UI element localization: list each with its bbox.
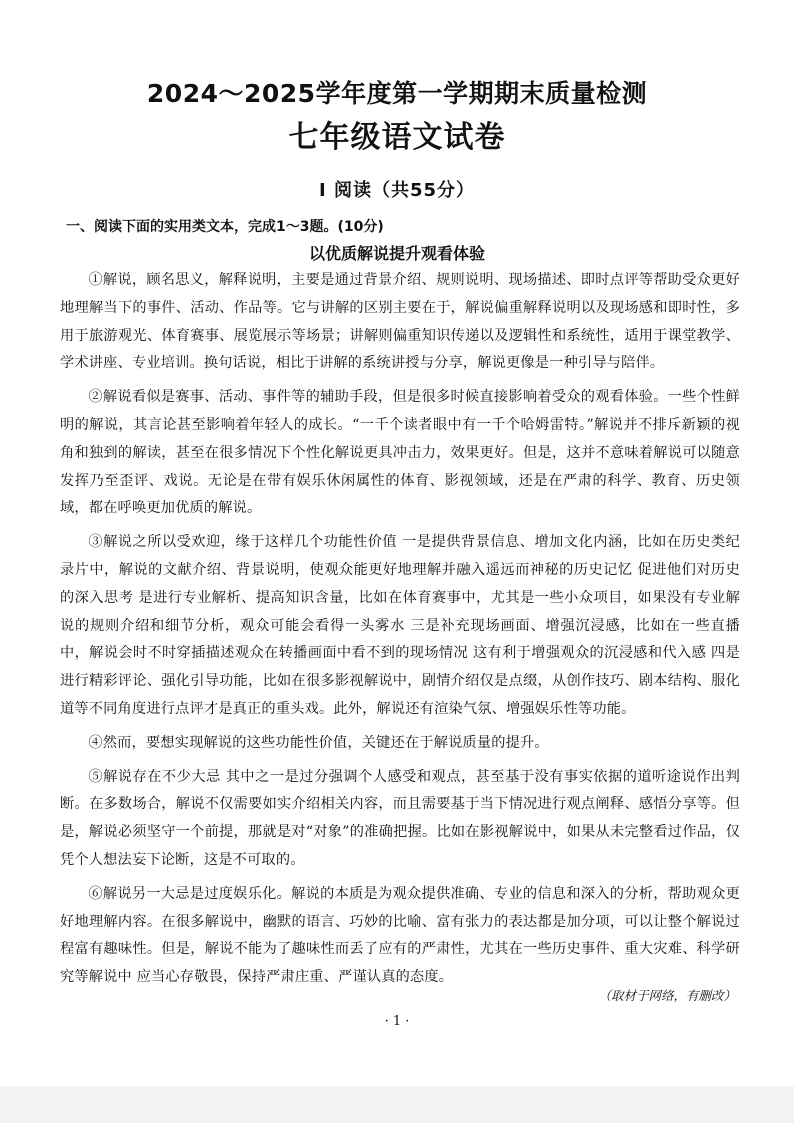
paragraph-4: ④然而，要想实现解说的这些功能性价值，关键还在于解说质量的提升。 <box>88 734 549 751</box>
paragraph-6: ⑥解说另一大忌是过度娱乐化。解说的本质是为观众提供准确、专业的信息和深入的分析，帮助观众更好地理解内容。在很多解说中，幽默的语言、巧妙的比喻、富有张力的表达都是加分项，可以让整个解说过程富有趣味性。但是，解说不能为了趣味性而丢了应有的严肃性，尤其在一些历史事件、重大灾难、科学研究等解说中 应当心存敬畏，保持严肃庄重、严谨认真的态度。 <box>60 885 740 986</box>
section-heading: Ⅰ 阅读（共55分） <box>318 180 475 201</box>
paragraph-5: ⑤解说存在不少大忌 其中之一是过分强调个人感受和观点，甚至基于没有事实依据的道听途说作出判断。在多数场合，解说不仅需要如实介绍相关内容，而且需要基于当下情况进行观点阐释、感悟分享等。但是，解说必须坚守一个前提，那就是对“对象”的准确把握。比如在影视解说中，如果从未完整看过作品，仅凭个人想法妄下论断，这是不可取的。 <box>60 768 740 868</box>
source-note: （取材于网络，有删改） <box>598 988 736 1003</box>
bottom-margin-strip <box>0 1086 794 1123</box>
question-instruction: 一、阅读下面的实用类文本，完成1～3题。(10分) <box>66 219 384 235</box>
article-title: 以优质解说提升观看体验 <box>308 244 485 263</box>
paragraph-1: ①解说，顾名思义，解释说明，主要是通过背景介绍、规则说明、现场描述、即时点评等帮助受众更好地理解当下的事件、活动、作品等。它与讲解的区别主要在于，解说偏重解释说明以及现场感和即时性，多用于旅游观光、体育赛事、展览展示等场景；讲解则偏重知识传递以及逻辑性和系统性，适用于课堂教学、学术讲座、专业培训。换句话说，相比于讲解的系统讲授与分享，解说更像是一种引导与陪伴。 <box>60 272 740 372</box>
article-body <box>60 267 740 998</box>
page-number: · 1 · <box>384 1014 410 1029</box>
paragraph-3: ③解说之所以受欢迎，缘于这样几个功能性价值 一是提供背景信息、增加文化内涵，比如在历史类纪录片中，解说的文献介绍、背景说明，使观众能更好地理解并融入遥远而神秘的历史记忆 促进他们对历史的深入思考 是进行专业解析、提高知识含量，比如在体育赛事中，尤其是一些小众项目，如果没有专业解说的规则介绍和细节分析，观众可能会看得一头雾水 三是补充现场画面、增强沉浸感，比如在一些直播中，解说会时不时穿插描述观众在转播画面中看不到的现场情况 这有利于增强观众的沉浸感和代入感 四是进行精彩评论、强化引导功能，比如在很多影视解说中，剧情介绍仅是点缀，从创作技巧、剧本结构、服化道等不同角度进行点评才是真正的重头戏。此外，解说还有渲染气氛、增强娱乐性等功能。 <box>60 534 740 717</box>
paragraph-2: ②解说看似是赛事、活动、事件等的辅助手段，但是很多时候直接影响着受众的观看体验。一些个性鲜明的解说，其言论甚至影响着年轻人的成长。“一千个读者眼中有一千个哈姆雷特。”解说并不排斥新颖的视角和独到的解读，甚至在很多情况下个性化解说更具冲击力，效果更好。但是，这并不意味着解说可以随意发挥乃至歪评、戏说。无论是在带有娱乐休闲属性的体育、影视领域，还是在严肃的科学、教育、历史领域，都在呼唤更加优质的解说。 <box>60 389 740 517</box>
exam-subtitle: 七年级语文试卷 <box>288 120 506 155</box>
exam-title: 2024～2025学年度第一学期期末质量检测 <box>146 79 648 108</box>
